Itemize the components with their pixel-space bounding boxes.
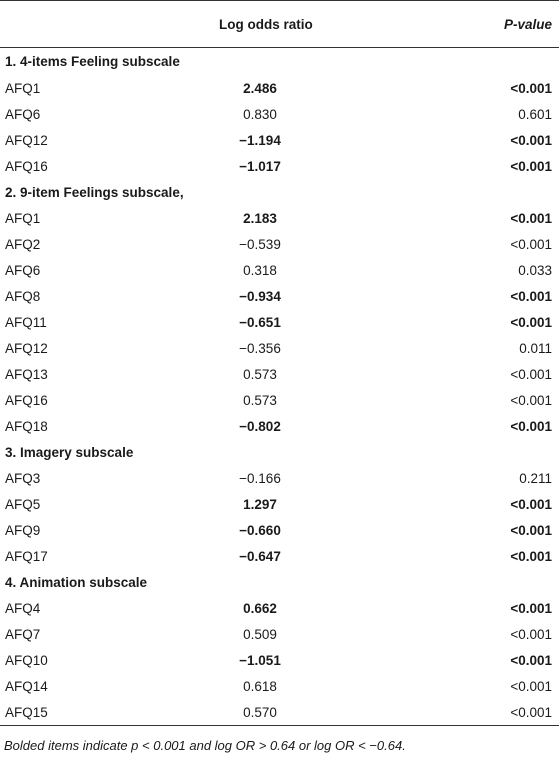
- log-odds-cell: 0.318: [243, 262, 277, 278]
- p-value-cell: <0.001: [510, 236, 552, 252]
- item-cell: AFQ4: [5, 600, 41, 616]
- item-cell: AFQ16: [5, 158, 48, 174]
- log-odds-cell: 0.570: [243, 704, 277, 720]
- p-value-cell: <0.001: [510, 132, 552, 148]
- table-row: [0, 595, 559, 621]
- table-row: [0, 387, 559, 413]
- table-row: [0, 673, 559, 699]
- header-row: [0, 1, 559, 48]
- table-row: [0, 309, 559, 335]
- item-cell: AFQ3: [5, 470, 41, 486]
- table-row: [0, 153, 559, 179]
- p-value-cell: <0.001: [510, 522, 552, 538]
- item-cell: AFQ1: [5, 80, 41, 96]
- item-cell: AFQ13: [5, 366, 48, 382]
- section-row: [0, 48, 559, 76]
- log-odds-cell: −0.802: [239, 418, 281, 434]
- item-cell: AFQ10: [5, 652, 48, 668]
- table-row: [0, 127, 559, 153]
- p-value-cell: 0.033: [518, 262, 552, 278]
- item-cell: AFQ15: [5, 704, 48, 720]
- table-row: [0, 491, 559, 517]
- item-cell: AFQ17: [5, 548, 48, 564]
- header-log-odds-ratio: Log odds ratio: [150, 1, 370, 48]
- section-title: 1. 4-items Feeling subscale: [5, 54, 180, 69]
- section-row: [0, 569, 559, 595]
- table-row: [0, 361, 559, 387]
- log-odds-cell: −0.356: [239, 340, 281, 356]
- p-value-cell: <0.001: [510, 678, 552, 694]
- p-value-cell: 0.211: [519, 470, 552, 486]
- log-odds-cell: 0.509: [243, 626, 277, 642]
- p-value-cell: 0.601: [518, 106, 552, 122]
- table-row: [0, 413, 559, 439]
- p-value-cell: <0.001: [510, 80, 552, 96]
- table-body: [0, 48, 559, 726]
- log-odds-cell: 2.486: [243, 80, 277, 96]
- log-odds-cell: 1.297: [243, 496, 277, 512]
- p-value-cell: <0.001: [510, 496, 552, 512]
- item-cell: AFQ7: [5, 626, 41, 642]
- log-odds-cell: 0.618: [243, 678, 277, 694]
- item-cell: AFQ2: [5, 236, 41, 252]
- p-value-cell: <0.001: [510, 548, 552, 564]
- table-row: [0, 101, 559, 127]
- p-value-cell: <0.001: [510, 652, 552, 668]
- log-odds-cell: −1.194: [239, 132, 281, 148]
- item-cell: AFQ5: [5, 496, 41, 512]
- p-value-cell: <0.001: [510, 418, 552, 434]
- table-row: [0, 75, 559, 101]
- item-cell: AFQ18: [5, 418, 48, 434]
- table-row: [0, 621, 559, 647]
- item-cell: AFQ9: [5, 522, 41, 538]
- footnote: Bolded items indicate p < 0.001 and log OR > 0.64 or log OR < −0.64.: [4, 738, 406, 753]
- item-cell: AFQ16: [5, 392, 48, 408]
- log-odds-cell: −1.017: [239, 158, 281, 174]
- p-value-cell: <0.001: [510, 626, 552, 642]
- p-value-cell: <0.001: [510, 392, 552, 408]
- item-cell: AFQ14: [5, 678, 48, 694]
- log-odds-cell: 0.573: [243, 392, 277, 408]
- p-value-cell: <0.001: [510, 288, 552, 304]
- item-cell: AFQ11: [5, 314, 47, 330]
- table-row: [0, 231, 559, 257]
- item-cell: AFQ12: [5, 340, 48, 356]
- table-row: [0, 205, 559, 231]
- item-cell: AFQ1: [5, 210, 41, 226]
- section-title: 4. Animation subscale: [5, 574, 148, 590]
- p-value-cell: <0.001: [510, 210, 552, 226]
- p-value-cell: 0.011: [519, 340, 552, 356]
- table-row: [0, 647, 559, 673]
- p-value-cell: <0.001: [510, 704, 552, 720]
- item-cell: AFQ6: [5, 262, 41, 278]
- header-item: [0, 1, 150, 48]
- table-row: [0, 543, 559, 569]
- table-row: [0, 335, 559, 361]
- section-row: [0, 439, 559, 465]
- log-odds-cell: −0.539: [239, 236, 281, 252]
- section-title: 2. 9-item Feelings subscale,: [5, 184, 184, 200]
- p-value-cell: <0.001: [510, 366, 552, 382]
- section-title: 3. Imagery subscale: [5, 444, 134, 460]
- section-row: [0, 179, 559, 205]
- header-p-value: P-value: [370, 1, 559, 48]
- item-cell: AFQ6: [5, 106, 41, 122]
- p-value-cell: <0.001: [510, 314, 552, 330]
- p-value-cell: <0.001: [510, 600, 552, 616]
- table-row: [0, 699, 559, 725]
- log-odds-cell: 0.830: [243, 106, 277, 122]
- table-row: [0, 283, 559, 309]
- table-row: [0, 517, 559, 543]
- table-row: [0, 257, 559, 283]
- log-odds-cell: −0.660: [239, 522, 281, 538]
- log-odds-cell: 0.662: [243, 600, 277, 616]
- table-row: [0, 465, 559, 491]
- log-odds-cell: 0.573: [243, 366, 277, 382]
- log-odds-cell: −0.166: [239, 470, 281, 486]
- item-cell: AFQ8: [5, 288, 41, 304]
- p-value-cell: <0.001: [510, 158, 552, 174]
- log-odds-cell: −0.647: [239, 548, 281, 564]
- log-odds-cell: 2.183: [243, 210, 277, 226]
- log-odds-cell: −1.051: [239, 652, 281, 668]
- log-odds-cell: −0.651: [239, 314, 281, 330]
- item-cell: AFQ12: [5, 132, 48, 148]
- log-odds-cell: −0.934: [239, 288, 281, 304]
